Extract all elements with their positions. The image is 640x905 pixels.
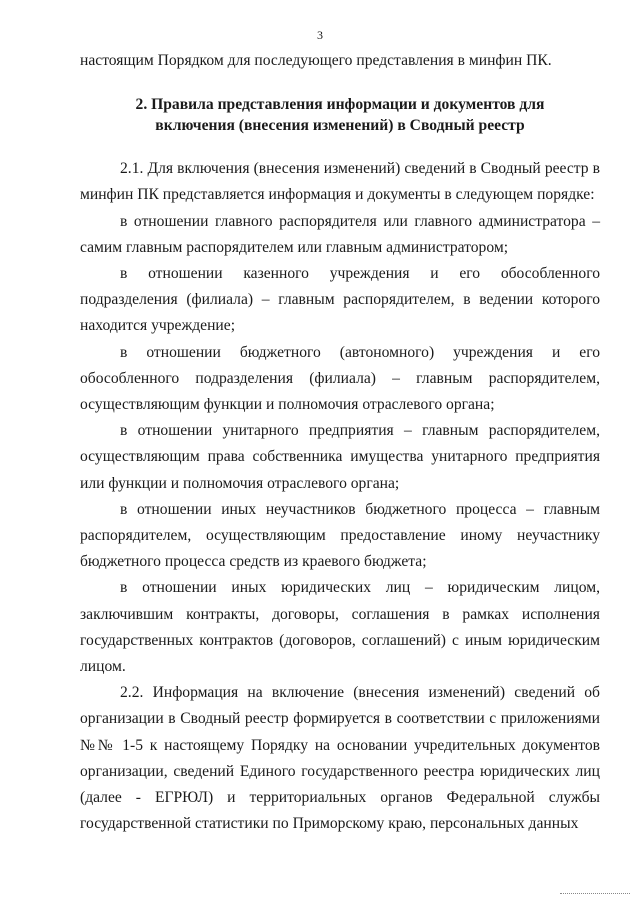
section-heading	[80, 94, 600, 136]
page-number: 3	[317, 28, 323, 42]
paragraph-non-participants: в отношении иных неучастников бюджетного процесса – главным распорядителем, осуществляющим предоставление иному неучастнику бюджетного процесса средств из краевого бюджета;	[80, 500, 600, 571]
section-heading-line-1: 2. Правила представления информации и документов для	[135, 96, 545, 114]
paragraph-treasury-institution: в отношении казенного учреждения и его обособленного подразделения (филиала) – главным распорядителем, в ведении которого находится учреждение;	[80, 265, 600, 335]
paragraph-unitary-enterprise: в отношении унитарного предприятия – главным распорядителем, осуществляющим права собственника имущества унитарного предприятия или функции и полномочия отраслевого органа;	[80, 422, 600, 492]
document-body	[80, 48, 600, 837]
paragraph-2-1: 2.1. Для включения (внесения изменений) сведений в Сводный реестр в минфин ПК представляется информация и документы в следующем порядке:	[80, 160, 600, 204]
section-heading-line-2: включения (внесения изменений) в Сводный реестр	[155, 117, 525, 135]
paragraph-main-administrator: в отношении главного распорядителя или главного администратора – самим главным распорядителем или главным администратором;	[80, 212, 600, 256]
paragraph-2-2: 2.2. Информация на включение (внесения изменений) сведений об организации в Сводный реестр формируется в соответствии с приложениями №№ 1-5 к настоящему Порядку на основании учредительных документов организации, сведений Единого государственного реестра юридических лиц (далее - ЕГРЮЛ) и территориальных органов Федеральной службы государственной статистики по Приморскому краю, персональных данных	[80, 684, 600, 833]
scan-edge-mark	[560, 893, 630, 896]
paragraph-budget-institution: в отношении бюджетного (автономного) учреждения и его обособленного подразделения (филиала) – главным распорядителем, осуществляющим функции и полномочия отраслевого органа;	[80, 343, 600, 414]
continuation-text: настоящим Порядком для последующего представления в минфин ПК.	[80, 52, 552, 69]
paragraph-other-legal-entities: в отношении иных юридических лиц – юридическим лицом, заключившим контракты, договоры, соглашения в рамках исполнения государственных контрактов (договоров, соглашений) с иным юридическим лицом.	[80, 579, 600, 676]
